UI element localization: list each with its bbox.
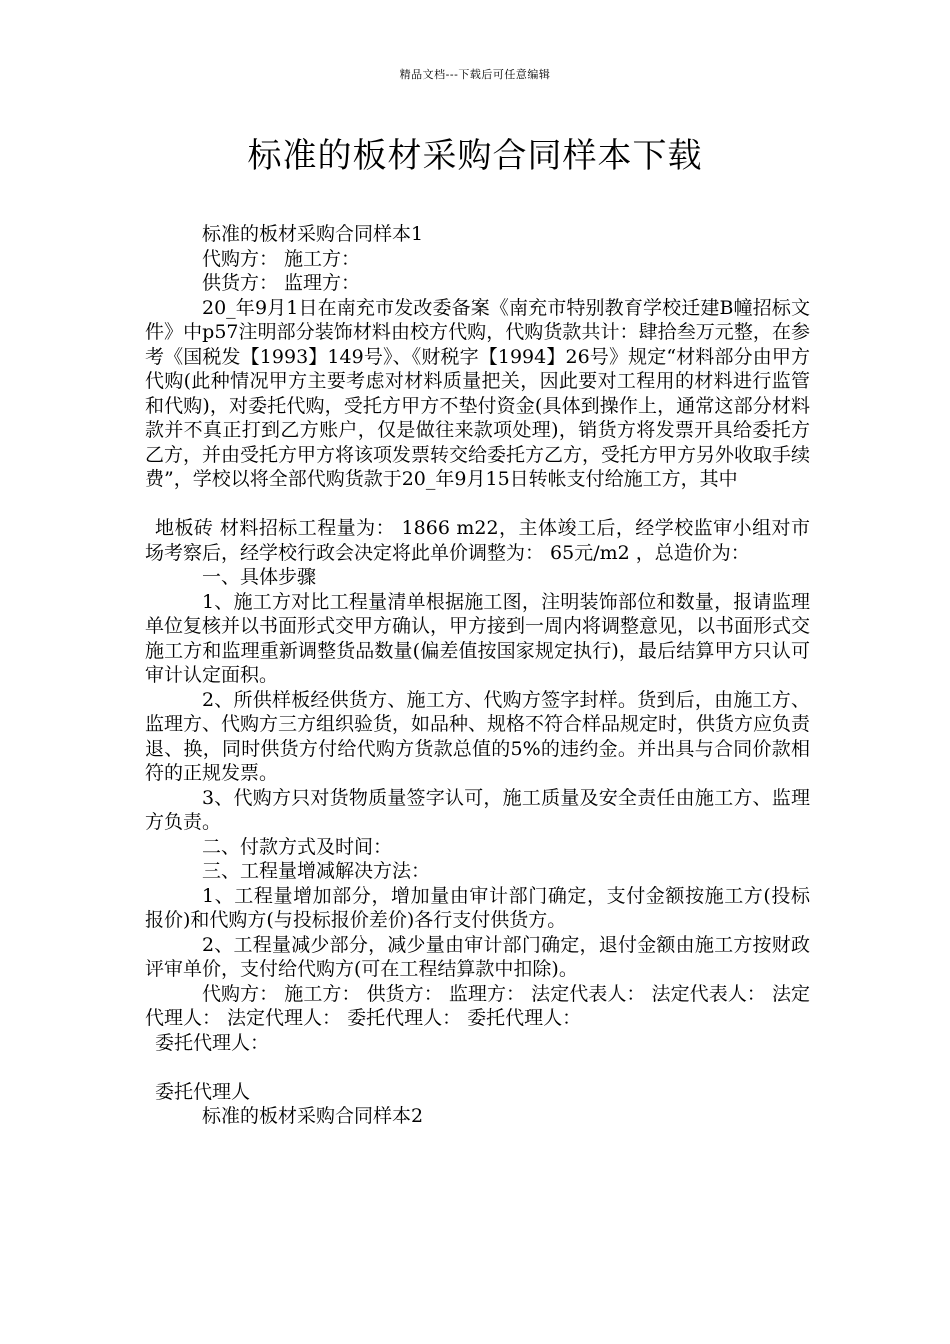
background-paragraph: 20_年9月1日在南充市发改委备案《南充市特别教育学校迁建B幢招标文件》中p57注明部分装饰材料由校方代购，代购货款共计：肆拾叁万元整，在参考《国税发【1993】149号》、《财税字【1994】26号》规定“材料部分由甲方代购(此种情况甲方主要考虑对材料质量把关，因此要对工程用的材料进行监管和代购)，对委托代购，受托方甲方不垫付资金(具体到操作上，通常这部分材料款并不真正打到乙方账户，仅是做往来款项处理)，销货方将发票开具给委托方乙方，并由受托方甲方将该项发票转交给委托方乙方，受托方甲方另外收取手续费”，学校以将全部代购货款于20_年9月15日转帐支付给施工方，其中 (145, 296, 811, 490)
sample-heading: 标准的板材采购合同样本1 (202, 223, 424, 245)
header-note: 精品文档---下载后可任意编辑 (399, 68, 551, 81)
section-heading-quantity: 三、工程量增减解决方法： (202, 860, 431, 882)
parties-line-1: 代购方： 施工方： (202, 247, 361, 270)
blank-line (145, 492, 810, 517)
step-1-paragraph: 1、施工方对比工程量清单根据施工图，注明装饰部位和数量，报请监理单位复核并以书面形式交甲方确认，甲方接到一周内将调整意见，以书面形式交施工方和监理重新调整货品数量(偏差值按国家规定执行)，最后结算甲方只认可审计认定面积。 (145, 590, 811, 686)
agent-label: 委托代理人 (155, 1080, 251, 1103)
document-title: 标准的板材采购合同样本下载 (247, 136, 703, 176)
floor-tile-paragraph: 地板砖 材料招标工程量为： 1866 m22，主体竣工后，经学校监审小组对市场考察后，经学校行政会决定将此单价调整为： 65元/m2 ，总造价为： (145, 517, 810, 564)
sample-2-heading: 标准的板材采购合同样本2 (202, 1105, 424, 1127)
signature-parties: 代购方： 施工方： 供货方： 监理方： 法定代表人： 法定代表人： 法定代理人： 法定代理人： 委托代理人： 委托代理人： (145, 982, 810, 1029)
section-heading-steps: 一、具体步骤 (202, 566, 317, 588)
document-body (145, 222, 810, 1129)
signature-agent-line: 委托代理人： (155, 1031, 270, 1054)
step-3-paragraph: 3、代购方只对货物质量签字认可，施工质量及安全责任由施工方、监理方负责。 (145, 786, 810, 833)
blank-line (145, 1055, 810, 1080)
quantity-decrease-paragraph: 2、工程量减少部分，减少量由审计部门确定，退付金额由施工方按财政评审单价，支付给代购方(可在工程结算款中扣除)。 (145, 933, 810, 980)
section-heading-payment: 二、付款方式及时间： (202, 835, 393, 858)
quantity-increase-paragraph: 1、工程量增加部分，增加量由审计部门确定，支付金额按施工方(投标报价)和代购方(与投标报价差价)各行支付供货方。 (145, 884, 810, 931)
parties-line-2: 供货方： 监理方： (202, 272, 361, 294)
step-2-paragraph: 2、所供样板经供货方、施工方、代购方签字封样。货到后，由施工方、监理方、代购方三方组织验货，如品种、规格不符合样品规定时，供货方应负责退、换，同时供货方付给代购方货款总值的5%的违约金。并出具与合同价款相符的正规发票。 (145, 688, 811, 784)
